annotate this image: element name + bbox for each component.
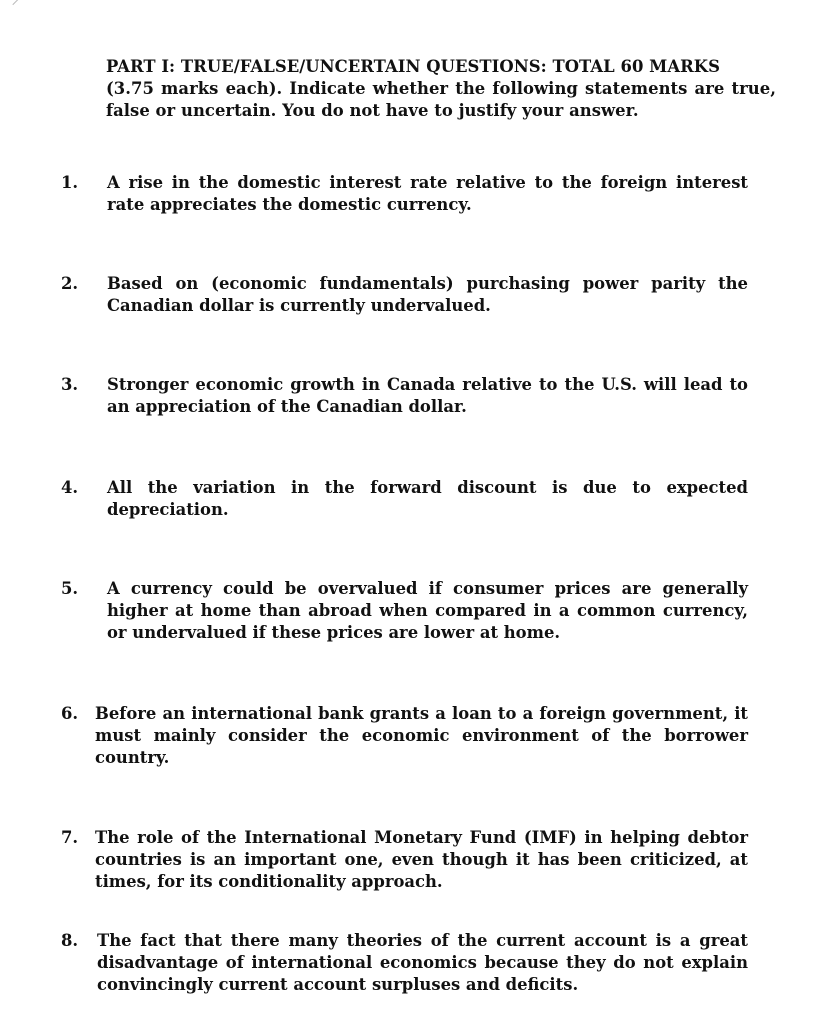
question-number: 1. (61, 173, 79, 192)
page-corner-mark (0, 0, 31, 5)
question-text: A rise in the domestic interest rate relative to the foreign interest rate appreciates the domestic currency. (107, 173, 748, 214)
question-text: Based on (economic fundamentals) purchasing power parity the Canadian dollar is currently undervalued. (107, 274, 748, 315)
part-header (106, 56, 776, 122)
question-number: 6. (61, 704, 79, 723)
question-number: 5. (61, 579, 79, 598)
question-text: Stronger economic growth in Canada relative to the U.S. will lead to an appreciation of the Canadian dollar. (107, 375, 748, 416)
question-text: All the variation in the forward discount is due to expected depreciation. (107, 478, 748, 519)
part-instructions: (3.75 marks each). Indicate whether the following statements are true, false or uncertain. You do not have to justify your answer. (106, 79, 776, 120)
question-text: A currency could be overvalued if consumer prices are generally higher at home than abroad when compared in a common currency, or undervalued if these prices are lower at home. (107, 579, 748, 642)
question-number: 7. (61, 828, 79, 847)
part-title: PART I: TRUE/FALSE/UNCERTAIN QUESTIONS: TOTAL 60 MARKS (106, 57, 720, 76)
question-text: The role of the International Monetary Fund (IMF) in helping debtor countries is an important one, even though it has been criticized, at times, for its conditionality approach. (95, 828, 748, 891)
question-number: 2. (61, 274, 79, 293)
question-text: Before an international bank grants a loan to a foreign government, it must mainly consider the economic environment of the borrower country. (95, 704, 748, 767)
question-number: 8. (61, 931, 79, 950)
question-text: The fact that there many theories of the current account is a great disadvantage of international economics because they do not explain convincingly current account surpluses and deficits. (97, 931, 748, 994)
question-number: 4. (61, 478, 79, 497)
question-number: 3. (61, 375, 79, 394)
